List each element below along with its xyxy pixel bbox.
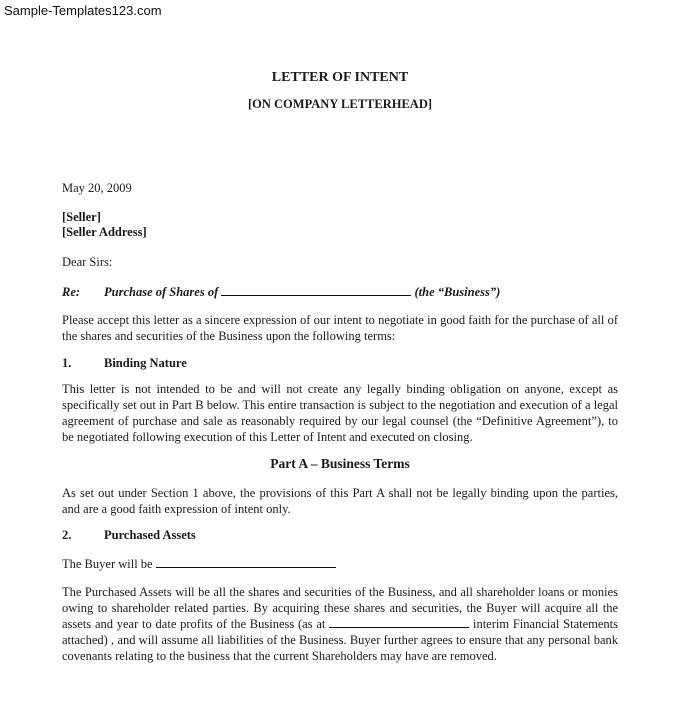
section-1-number: 1. <box>62 356 72 370</box>
buyer-line <box>62 556 336 572</box>
section-2-para-start: The Purchased Assets will be all the shares and securities of the Business, and all shareholder loans or monies owing to shareholder related parties. By acquiring these shares and securities, the Buyer will acquire all the assets and year to date profits of the Business (as at <box>62 585 618 631</box>
buyer-line-label: The Buyer will be <box>62 557 153 571</box>
letter-title: LETTER OF INTENT <box>271 70 409 85</box>
section-1-title: Binding Nature <box>104 356 187 370</box>
watermark-text: Sample-Templates123.com <box>4 3 162 18</box>
section-2-para-rest: Financial Statements attached) , and will assume all liabilities of the Business. Buyer further agrees to ensure that any personal bank covenants relating to the business that the current Shareholders may have are removed. <box>62 617 619 663</box>
part-a-paragraph: As set out under Section 1 above, the provisions of this Part A shall not be legally binding upon the parties, and are a good faith expression of intent only. <box>62 486 618 516</box>
section-1-heading <box>62 356 187 371</box>
re-suffix: (the “Business”) <box>414 285 501 299</box>
seller-address: [Seller Address] <box>62 225 147 239</box>
buyer-name-blank <box>156 556 336 568</box>
letterhead-placeholder: [ON COMPANY LETTERHEAD] <box>247 97 433 111</box>
part-a-heading: Part A – Business Terms <box>270 456 410 471</box>
section-2-number: 2. <box>62 528 72 542</box>
section-2-heading <box>62 528 196 543</box>
section-2-interim: interim <box>472 617 510 631</box>
company-name-blank <box>221 284 411 296</box>
section-2-paragraph <box>62 584 618 664</box>
section-1-paragraph: This letter is not intended to be and will not create any legally binding obligation on anyone, except as specifically set out in Part B below. This entire transaction is subject to the negotiation and execution of a legal agreement of purchase and sale as reasonably required by our legal counsel (the “Definitive Agreement”), to be negotiated following execution of this Letter of Intent and executed on closing. <box>62 382 618 444</box>
section-2-title: Purchased Assets <box>104 528 196 542</box>
interim-date-blank <box>329 616 469 628</box>
intro-paragraph: Please accept this letter as a sincere expression of our intent to negotiate in good faith for the purchase of all of the shares and securities of the Business upon the following terms: <box>62 313 618 343</box>
re-subject: Purchase of Shares of <box>104 285 219 299</box>
seller-name: [Seller] <box>62 210 101 224</box>
letter-date: May 20, 2009 <box>62 181 132 195</box>
re-line <box>62 284 500 300</box>
re-label: Re: <box>62 285 81 299</box>
salutation: Dear Sirs: <box>62 255 113 269</box>
